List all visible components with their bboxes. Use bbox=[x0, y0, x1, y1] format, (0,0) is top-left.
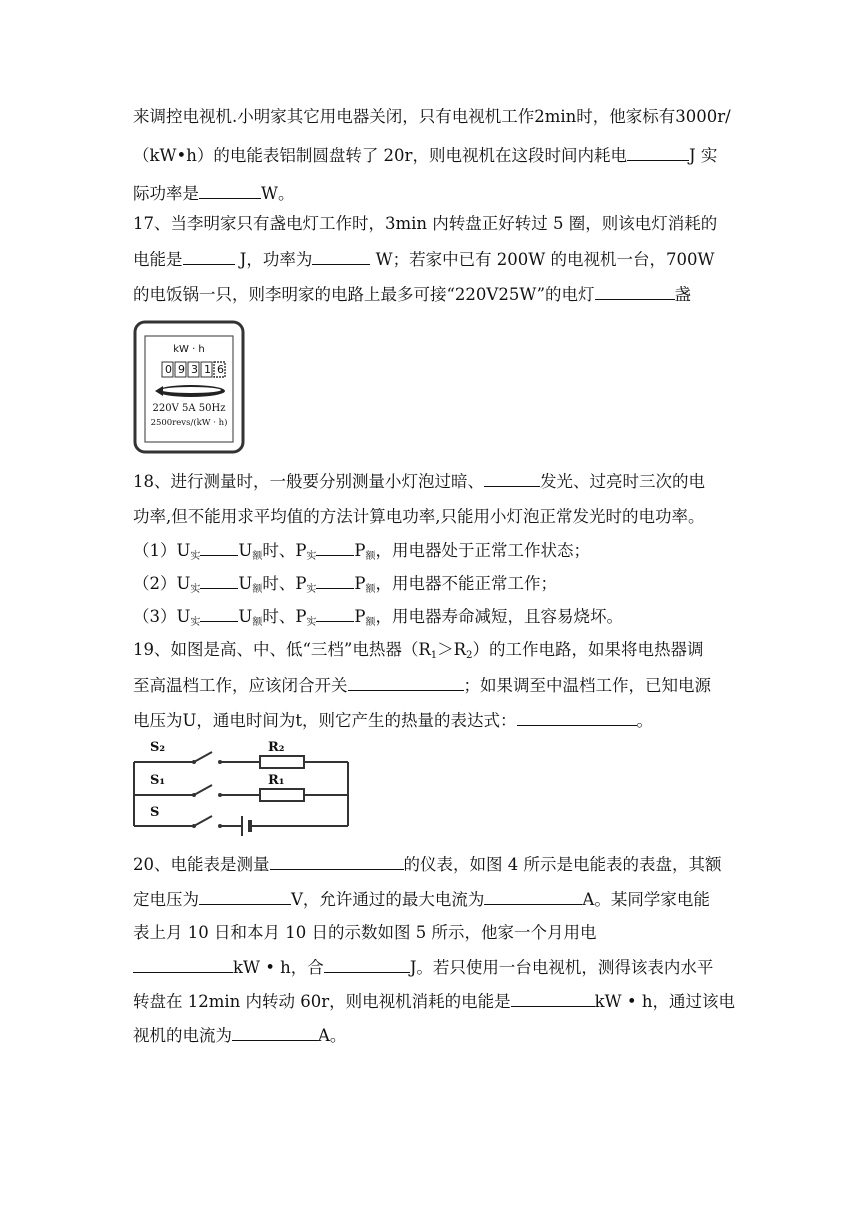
sub-e: 额 bbox=[365, 617, 376, 628]
q20-text-4b: J。若只使用一台电视机，测得该表内水平 bbox=[409, 958, 714, 977]
q19-text-1c: ）的工作电路，如果将电热器调 bbox=[472, 640, 704, 659]
q19-line-2 bbox=[133, 674, 711, 697]
q20-line-4 bbox=[133, 956, 713, 979]
q19-text-3b: 。 bbox=[636, 711, 654, 730]
q20-text-4a: kW • h，合 bbox=[233, 958, 324, 977]
q16-line-3 bbox=[133, 182, 294, 205]
sub-shi: 实 bbox=[306, 617, 317, 628]
q19-text-2a: 至高温档工作，应该闭合开关 bbox=[133, 676, 348, 695]
q17-text-2c: W；若家中已有 200W 的电视机一台，700W bbox=[370, 250, 715, 269]
q19-text-1b: ＞R bbox=[437, 640, 467, 659]
answer-blank bbox=[312, 248, 370, 265]
answer-blank bbox=[348, 674, 464, 691]
sub-shi: 实 bbox=[190, 584, 201, 595]
label-s1: S₁ bbox=[150, 773, 166, 788]
p-letter: P bbox=[354, 574, 366, 593]
sub-e: 额 bbox=[252, 617, 263, 628]
q20-text-1b: 的仪表，如图 4 所示是电能表的表盘，其额 bbox=[403, 855, 722, 874]
answer-blank bbox=[199, 182, 261, 199]
sub-shi: 实 bbox=[190, 551, 201, 562]
q20-line-3 bbox=[133, 922, 596, 944]
q20-line-2 bbox=[133, 888, 710, 911]
q20-text-6a: 视机的电流为 bbox=[133, 1026, 232, 1045]
answer-blank bbox=[484, 888, 582, 905]
q20-text-5b: kW • h，通过该电 bbox=[594, 992, 735, 1011]
q17-line-3 bbox=[133, 283, 691, 306]
q17-text-2a: 电能是 bbox=[133, 250, 183, 269]
answer-blank bbox=[484, 470, 540, 487]
when-p: 时、P bbox=[262, 574, 307, 593]
item-prefix: （1）U bbox=[133, 541, 191, 560]
meter-digit: 0 bbox=[165, 363, 172, 376]
q20-text-1a: 20、电能表是测量 bbox=[133, 855, 270, 874]
item-end: ，用电器不能正常工作； bbox=[375, 574, 558, 593]
sub-e: 额 bbox=[252, 584, 263, 595]
q20-text-6b: A。 bbox=[318, 1026, 347, 1045]
sub-1: 1 bbox=[430, 650, 438, 661]
q16-text-2b: J 实 bbox=[688, 146, 718, 165]
q18-text-1b: 发光、过亮时三次的电 bbox=[540, 472, 705, 491]
answer-blank bbox=[232, 1024, 318, 1041]
answer-blank bbox=[316, 572, 354, 589]
meter-digit: 6 bbox=[217, 363, 224, 376]
answer-blank bbox=[133, 956, 233, 973]
meter-digit: 3 bbox=[191, 363, 198, 376]
when-p: 时、P bbox=[262, 541, 307, 560]
p-letter: P bbox=[354, 607, 366, 626]
q20-text-5a: 转盘在 12min 内转动 60r，则电视机消耗的电能是 bbox=[133, 992, 511, 1011]
when-p: 时、P bbox=[262, 607, 307, 626]
q18-line-1 bbox=[133, 470, 705, 493]
answer-blank bbox=[324, 956, 410, 973]
meter-unit: kW · h bbox=[173, 344, 205, 355]
label-s: S bbox=[150, 805, 160, 820]
answer-blank bbox=[627, 144, 689, 161]
q18-line-2 bbox=[133, 506, 705, 528]
item-prefix: （3）U bbox=[133, 607, 191, 626]
sub-e: 额 bbox=[252, 551, 263, 562]
q20-line-1 bbox=[133, 853, 722, 876]
sub-shi: 实 bbox=[306, 551, 317, 562]
meter-rating: 220V 5A 50Hz bbox=[152, 403, 226, 414]
q20-text-2a: 定电压为 bbox=[133, 890, 199, 909]
q16-text-1: 来调控电视机.小明家其它用电器关闭，只有电视机工作2min时，他家标有3000r/ bbox=[133, 107, 731, 126]
q19-text-2b: ；如果调至中温档工作，已知电源 bbox=[463, 676, 711, 695]
q16-text-3b: W。 bbox=[261, 184, 295, 203]
q19-text-3a: 电压为U，通电时间为t，则它产生的热量的表达式： bbox=[133, 711, 517, 730]
answer-blank bbox=[595, 283, 675, 300]
meter-digit: 1 bbox=[204, 363, 211, 376]
label-r1: R₁ bbox=[268, 773, 285, 788]
label-s2: S₂ bbox=[150, 740, 166, 755]
answer-blank bbox=[200, 605, 238, 622]
q17-line-1 bbox=[133, 213, 717, 235]
answer-blank bbox=[199, 888, 291, 905]
q17-line-2 bbox=[133, 248, 714, 271]
q19-line-3 bbox=[133, 709, 653, 732]
answer-blank bbox=[270, 853, 404, 870]
electric-meter-figure bbox=[133, 320, 245, 454]
sub-e: 额 bbox=[365, 584, 376, 595]
answer-blank bbox=[316, 605, 354, 622]
sub-shi: 实 bbox=[190, 617, 201, 628]
answer-blank bbox=[517, 709, 637, 726]
q20-text-3: 表上月 10 日和本月 10 日的示数如图 5 所示，他家一个月用电 bbox=[133, 923, 597, 942]
q17-text-2b: J，功率为 bbox=[234, 250, 313, 269]
label-r2: R₂ bbox=[268, 740, 285, 755]
q18-item-1: $(1)U_实$ $U_额$时、$P_实$ $P_额$，用电器处于正常工作状态； bbox=[133, 541, 591, 562]
q20-text-2b: V，允许通过的最大电流为 bbox=[291, 890, 485, 909]
q20-line-5 bbox=[133, 990, 735, 1013]
q17-text-3a: 的电饭锅一只，则李明家的电路上最多可接“220V25W”的电灯 bbox=[133, 285, 595, 304]
meter-reading bbox=[162, 363, 227, 376]
sub-shi: 实 bbox=[306, 584, 317, 595]
q20-line-6 bbox=[133, 1024, 346, 1047]
q16-line-2 bbox=[133, 144, 717, 167]
item-prefix: （2）U bbox=[133, 574, 191, 593]
q19-text-1a: 19、如图是高、中、低“三档”电热器（R bbox=[133, 640, 431, 659]
meter-digit: 9 bbox=[178, 363, 185, 376]
answer-blank bbox=[316, 539, 354, 556]
answer-blank bbox=[200, 539, 238, 556]
q18-text-1a: 18、进行测量时，一般要分别测量小灯泡过暗、 bbox=[133, 472, 484, 491]
answer-blank bbox=[200, 572, 238, 589]
q16-text-3a: 际功率是 bbox=[133, 184, 199, 203]
meter-revs: 2500revs/(kW · h) bbox=[150, 418, 228, 428]
circuit-diagram bbox=[128, 740, 358, 836]
item-end: ，用电器处于正常工作状态； bbox=[375, 541, 591, 560]
electric-meter-icon bbox=[133, 320, 245, 454]
q16-text-2a: （kW•h）的电能表铝制圆盘转了 20r，则电视机在这段时间内耗电 bbox=[133, 146, 627, 165]
q18-text-2: 功率,但不能用求平均值的方法计算电功率,只能用小灯泡正常发光时的电功率。 bbox=[133, 507, 705, 526]
sub-e: 额 bbox=[365, 551, 376, 562]
q17-text-3b: 盏 bbox=[674, 285, 692, 304]
answer-blank bbox=[511, 990, 595, 1007]
q16-line-1 bbox=[133, 106, 731, 128]
q19-line-1 bbox=[133, 639, 703, 667]
q18-item-3: $(3)U_实$ $U_额$时、$P_实$ $P_额$，用电器寿命减短，且容易烧坏。 bbox=[133, 607, 624, 628]
p-letter: P bbox=[354, 541, 366, 560]
q20-text-2c: A。某同学家电能 bbox=[582, 890, 710, 909]
answer-blank bbox=[183, 248, 235, 265]
item-end: ，用电器寿命减短，且容易烧坏。 bbox=[375, 607, 624, 626]
q17-text-1: 17、当李明家只有盏电灯工作时，3min 内转盘正好转过 5 圈，则该电灯消耗的 bbox=[133, 214, 718, 233]
sub-2: 2 bbox=[466, 650, 473, 661]
q18-item-2: $(2)U_实$ $U_额$时、$P_实$ $P_额$，用电器不能正常工作； bbox=[133, 574, 558, 595]
